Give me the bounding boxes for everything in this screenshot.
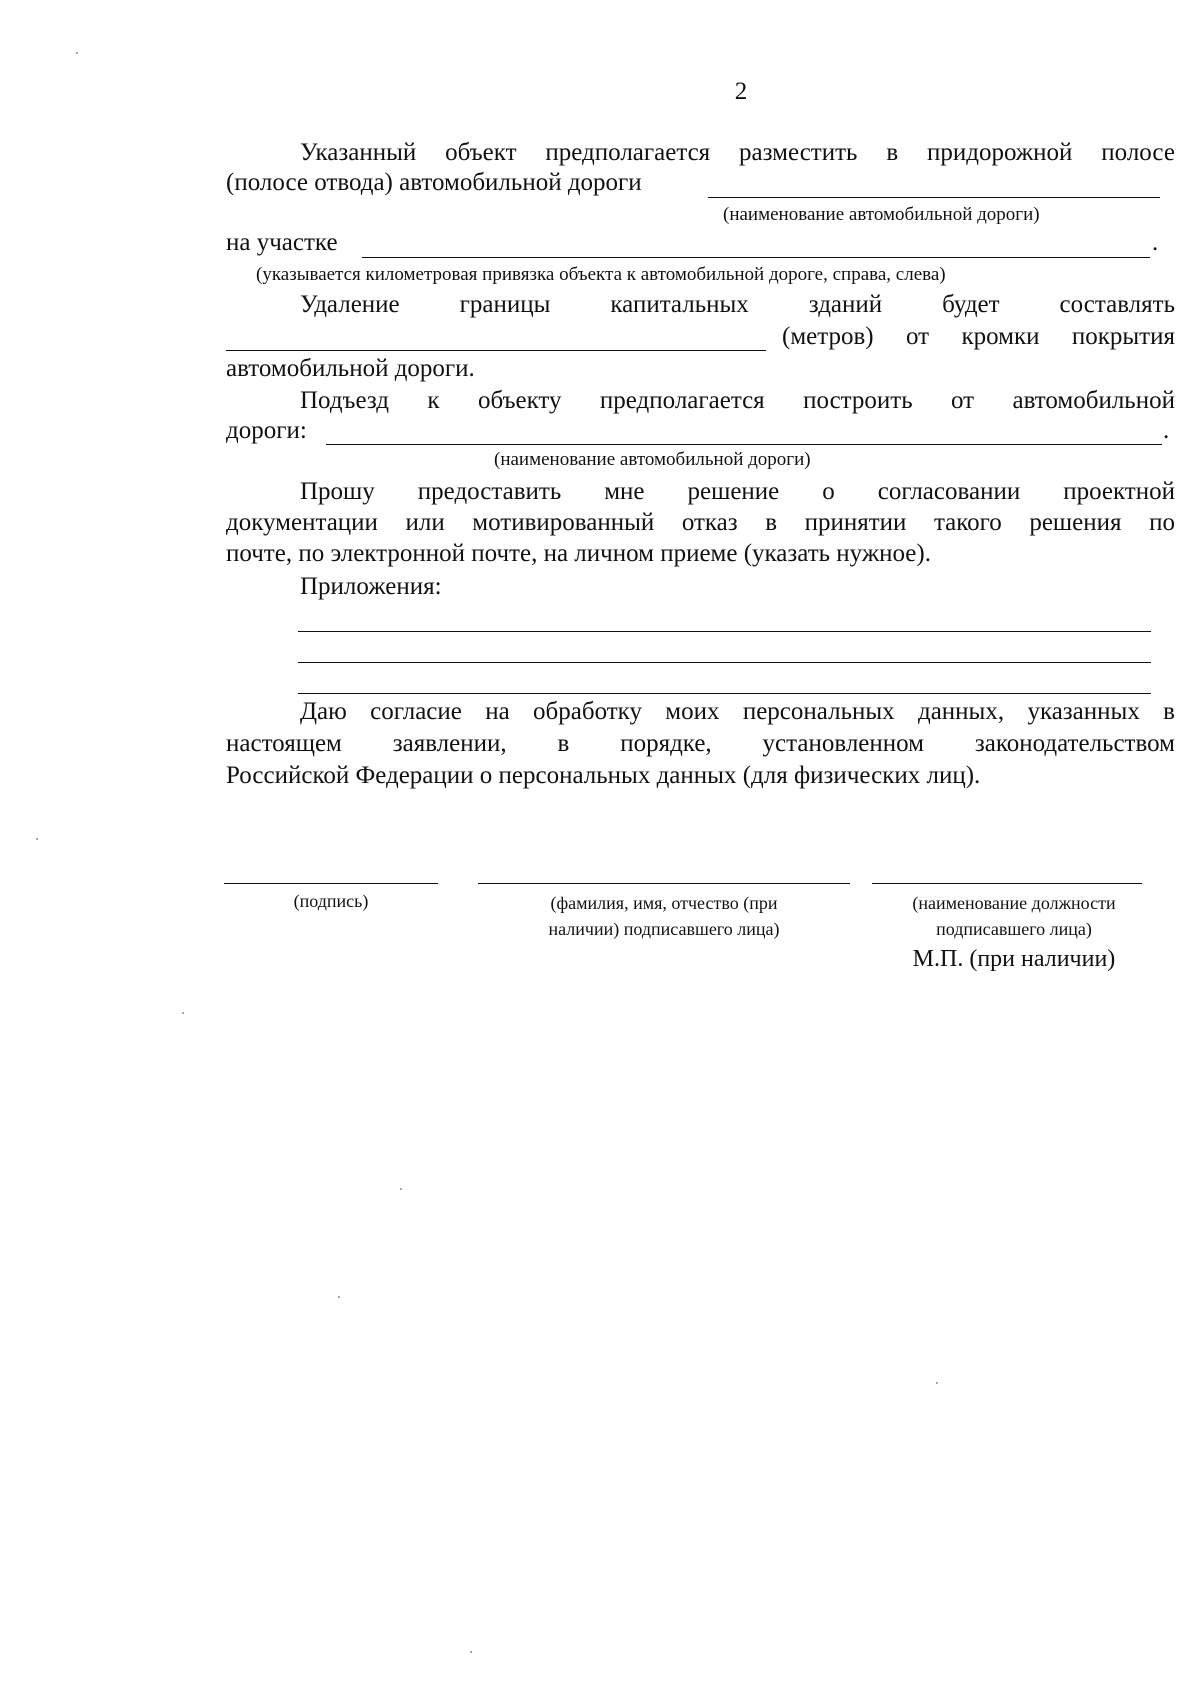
road-name-blank bbox=[708, 197, 1160, 198]
word: от bbox=[951, 387, 975, 414]
full-name-caption-line1: (фамилия, имя, отчество (при bbox=[550, 893, 778, 913]
attachment-line-2 bbox=[298, 662, 1151, 663]
para4-line2 bbox=[226, 508, 1175, 538]
word: документации bbox=[226, 509, 378, 536]
word: покрытия bbox=[1071, 323, 1175, 350]
word: Даю bbox=[300, 698, 347, 725]
section-label: на участке bbox=[226, 229, 338, 256]
scan-speck bbox=[400, 1188, 402, 1190]
word: объект bbox=[445, 139, 517, 166]
signature-caption: (подпись) bbox=[293, 891, 369, 911]
scan-speck bbox=[36, 838, 38, 840]
distance-blank bbox=[226, 350, 766, 351]
word: на bbox=[485, 698, 510, 725]
stamp-label: М.П. (при наличии) bbox=[912, 946, 1116, 972]
word: согласовании bbox=[877, 478, 1021, 505]
para2-line3: автомобильной дороги. bbox=[226, 355, 475, 382]
word: полосе bbox=[1101, 139, 1175, 166]
signature-blank bbox=[224, 883, 438, 884]
consent-line1 bbox=[300, 697, 1175, 727]
para3-line1 bbox=[300, 386, 1175, 416]
section-caption: (указывается километровая привязка объекта к автомобильной дороге, справа, слева) bbox=[256, 264, 946, 285]
word: или bbox=[405, 509, 445, 536]
para3-end: . bbox=[1163, 417, 1170, 444]
word: Удаление bbox=[300, 291, 400, 318]
word: Прошу bbox=[300, 478, 375, 505]
word: мне bbox=[604, 478, 645, 505]
word: порядке, bbox=[620, 730, 712, 757]
para2-line1 bbox=[300, 290, 1175, 320]
word: принятии bbox=[804, 509, 907, 536]
para1-line1 bbox=[300, 138, 1175, 168]
word: от bbox=[905, 323, 930, 350]
para3-line2-label: дороги: bbox=[226, 417, 307, 444]
word: предполагается bbox=[599, 387, 765, 414]
full-name-caption-line2: наличии) подписавшего лица) bbox=[548, 919, 780, 939]
word: указанных bbox=[1027, 698, 1140, 725]
scan-speck bbox=[936, 1382, 938, 1384]
word: обработку bbox=[533, 698, 642, 725]
word: придорожной bbox=[927, 139, 1073, 166]
word: будет bbox=[942, 291, 1000, 318]
para1-line2: (полосе отвода) автомобильной дороги bbox=[226, 169, 642, 196]
word: составлять bbox=[1059, 291, 1175, 318]
position-caption-line2: подписавшего лица) bbox=[936, 919, 1092, 939]
word: разместить bbox=[739, 139, 858, 166]
page-number: 2 bbox=[734, 78, 748, 105]
word: решение bbox=[687, 478, 780, 505]
attachments-label: Приложения: bbox=[300, 573, 442, 600]
word: о bbox=[822, 478, 835, 505]
word: Подъезд bbox=[300, 387, 390, 414]
word: моих bbox=[665, 698, 720, 725]
word: построить bbox=[803, 387, 913, 414]
access-road-blank bbox=[326, 444, 1162, 445]
word: проектной bbox=[1063, 478, 1175, 505]
full-name-blank bbox=[478, 883, 850, 884]
word: решения bbox=[1029, 509, 1122, 536]
word: автомобильной bbox=[1012, 387, 1175, 414]
word: зданий bbox=[808, 291, 883, 318]
word: по bbox=[1149, 509, 1175, 536]
word: персональных bbox=[742, 698, 895, 725]
word: настоящем bbox=[226, 730, 342, 757]
position-blank bbox=[872, 883, 1142, 884]
access-road-caption: (наименование автомобильной дороги) bbox=[494, 449, 811, 470]
word: в bbox=[1163, 698, 1175, 725]
word: Указанный bbox=[300, 139, 417, 166]
word: установленном bbox=[762, 730, 924, 757]
word: в bbox=[886, 139, 899, 166]
word: данных, bbox=[917, 698, 1005, 725]
word: мотивированный bbox=[472, 509, 655, 536]
word: законодательством bbox=[974, 730, 1175, 757]
word: такого bbox=[933, 509, 1002, 536]
para4-line3: почте, по электронной почте, на личном приеме (указать нужное). bbox=[226, 540, 931, 567]
scan-speck bbox=[76, 52, 78, 54]
word: капитальных bbox=[610, 291, 749, 318]
word: в bbox=[557, 730, 570, 757]
word: согласие bbox=[370, 698, 462, 725]
scan-speck bbox=[470, 1651, 472, 1653]
attachment-line-1 bbox=[298, 631, 1151, 632]
word: к bbox=[427, 387, 440, 414]
para4-line1 bbox=[300, 477, 1175, 507]
consent-line2 bbox=[226, 729, 1175, 759]
word: границы bbox=[459, 291, 551, 318]
word: объекту bbox=[477, 387, 562, 414]
word: отказ bbox=[681, 509, 738, 536]
para2-line2 bbox=[782, 322, 1175, 352]
scan-speck bbox=[338, 1296, 340, 1298]
section-blank bbox=[362, 257, 1150, 258]
word: в bbox=[765, 509, 778, 536]
consent-line3: Российской Федерации о персональных данных (для физических лиц). bbox=[226, 762, 981, 789]
attachment-line-3 bbox=[298, 693, 1151, 694]
section-end: . bbox=[1152, 229, 1159, 256]
scan-speck bbox=[182, 1012, 184, 1014]
position-caption-line1: (наименование должности bbox=[912, 893, 1116, 913]
word: предполагается bbox=[545, 139, 711, 166]
word: кромки bbox=[961, 323, 1040, 350]
word: (метров) bbox=[782, 323, 874, 350]
word: предоставить bbox=[417, 478, 562, 505]
road-name-caption: (наименование автомобильной дороги) bbox=[723, 204, 1040, 225]
word: заявлении, bbox=[392, 730, 507, 757]
